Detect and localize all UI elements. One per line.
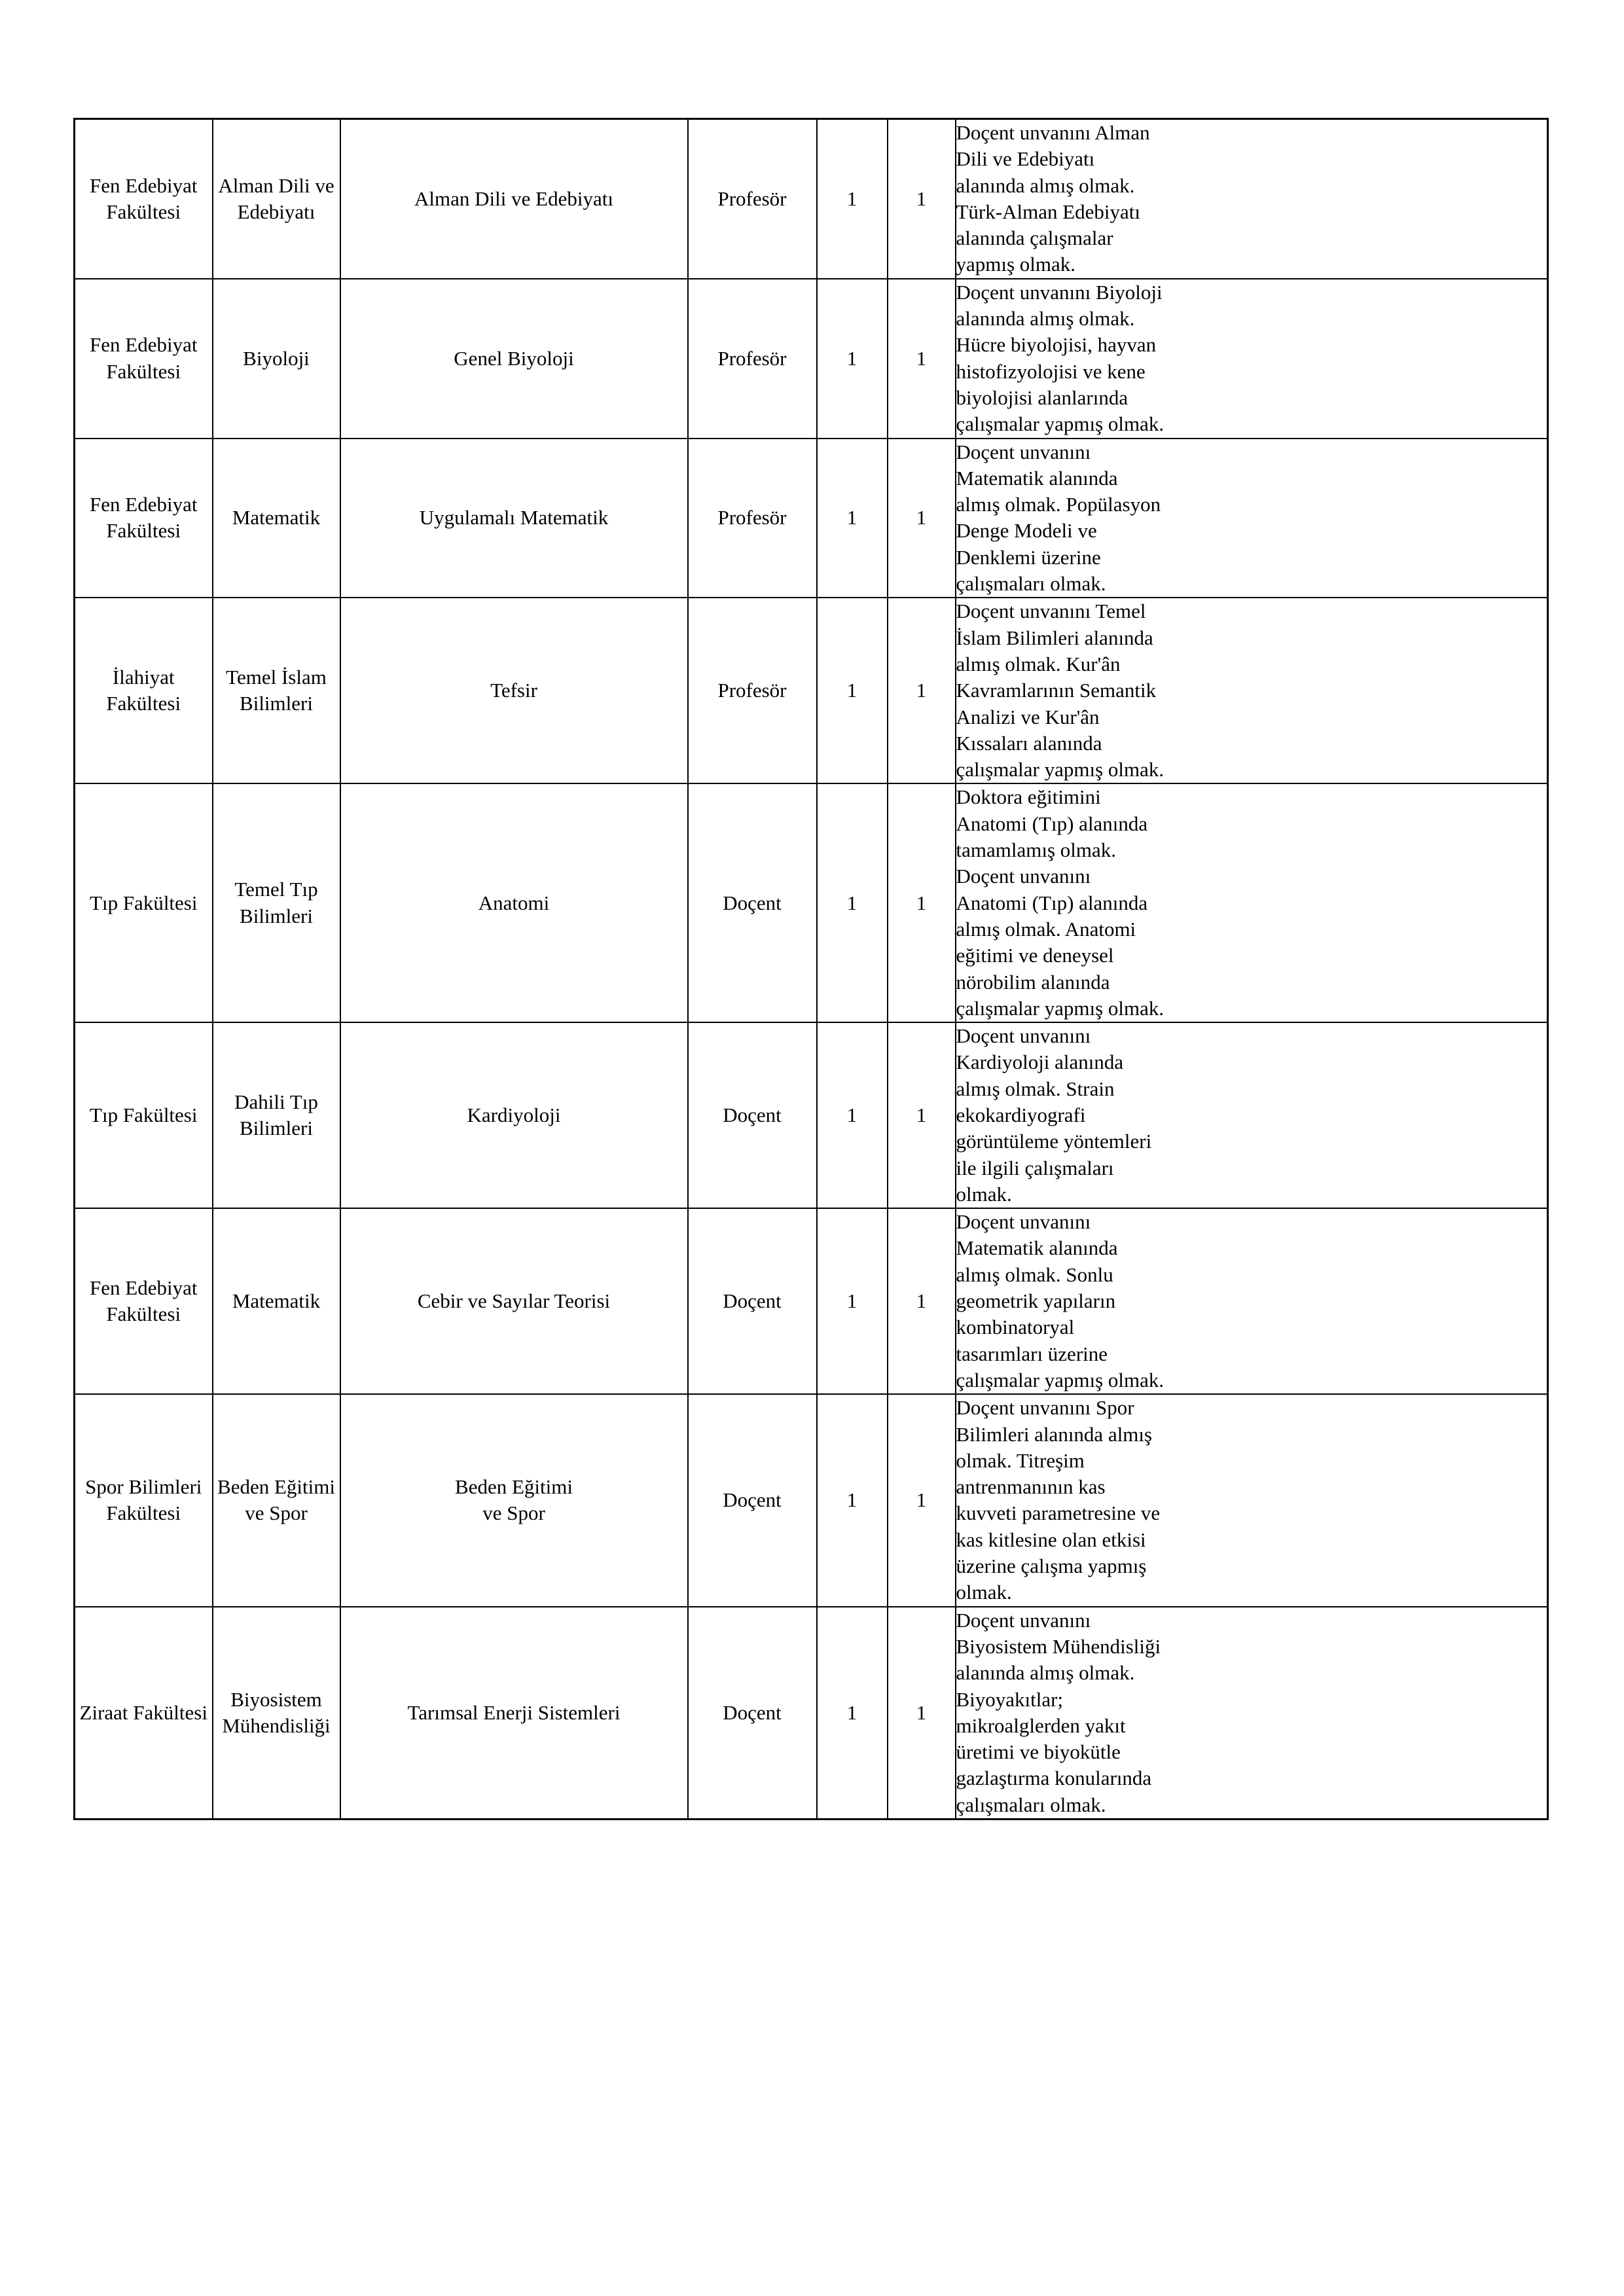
cell-bolum-line: Biyosistem xyxy=(230,1687,322,1711)
cell-anabilim-dali-line: ve Spor xyxy=(482,1501,545,1525)
cell-unvan-line: Profesör xyxy=(717,187,787,210)
cell-bolum-line: Biyoloji xyxy=(243,346,310,370)
cell-aciklama-line: Matematik alanında xyxy=(956,466,1118,490)
cell-aciklama-line: Kıssaları alanında xyxy=(956,731,1102,755)
cell-bolum xyxy=(213,1208,340,1394)
cell-fakulte xyxy=(75,1394,213,1606)
cell-aciklama-line: Doçent unvanını xyxy=(956,1210,1091,1234)
cell-aciklama-line: Bilimleri alanında almış xyxy=(956,1422,1153,1446)
cell-derece-line: 1 xyxy=(846,1700,857,1724)
cell-bolum-line: Temel Tıp xyxy=(234,878,318,901)
table-row xyxy=(75,439,1548,598)
cell-aciklama-line: Doçent unvanını xyxy=(956,865,1091,888)
table-row xyxy=(75,598,1548,783)
cell-aciklama-line: geometrik yapıların xyxy=(956,1289,1116,1313)
cell-aciklama xyxy=(956,1022,1548,1208)
cell-aciklama-line: üzerine çalışma yapmış xyxy=(956,1554,1147,1578)
cell-aciklama-line: alanında almış olmak. xyxy=(956,1661,1135,1685)
cell-fakulte-line: Fakültesi xyxy=(106,692,181,715)
cell-anabilim-dali xyxy=(340,783,688,1022)
cell-unvan xyxy=(688,119,817,279)
cell-unvan xyxy=(688,783,817,1022)
cell-unvan-line: Doçent xyxy=(723,1289,782,1313)
cell-bolum-line: Dahili Tıp xyxy=(234,1090,318,1113)
cell-aciklama-line: Doçent unvanını Spor xyxy=(956,1396,1134,1420)
cell-aciklama-line: kuvveti parametresine ve xyxy=(956,1501,1161,1525)
cell-bolum-line: Edebiyatı xyxy=(237,200,316,223)
cell-aciklama-line: almış olmak. Anatomi xyxy=(956,917,1136,941)
cell-aciklama-line: kas kitlesine olan etkisi xyxy=(956,1528,1146,1551)
cell-anabilim-dali-line: Anatomi xyxy=(478,891,550,914)
cell-aciklama-line: tamamlamış olmak. xyxy=(956,838,1117,862)
cell-anabilim-dali-line: Uygulamalı Matematik xyxy=(419,506,609,529)
cell-bolum-line: Bilimleri xyxy=(240,1117,313,1140)
cell-fakulte xyxy=(75,1607,213,1820)
cell-aciklama-line: Doçent unvanını Alman xyxy=(956,121,1150,144)
cell-fakulte-line: Tıp Fakültesi xyxy=(90,1103,198,1126)
cell-fakulte-line: Ziraat Fakültesi xyxy=(79,1700,208,1724)
cell-derece-line: 1 xyxy=(846,891,857,914)
cell-anabilim-dali-line: Tefsir xyxy=(490,679,537,702)
cell-derece xyxy=(817,1208,888,1394)
cell-aciklama-line: yapmış olmak. xyxy=(956,253,1076,276)
cell-aciklama-line: Türk-Alman Edebiyatı xyxy=(956,200,1140,223)
cell-aciklama-line: Denklemi üzerine xyxy=(956,545,1101,569)
cell-aciklama xyxy=(956,1607,1548,1820)
cell-aciklama-line: Doçent unvanını Biyoloji xyxy=(956,280,1163,304)
cell-fakulte xyxy=(75,279,213,439)
cell-aciklama-line: Doçent unvanını xyxy=(956,1024,1091,1048)
cell-aciklama xyxy=(956,1208,1548,1394)
cell-aciklama-line: İslam Bilimleri alanında xyxy=(956,626,1153,649)
cell-fakulte-line: Fakültesi xyxy=(106,1501,181,1525)
cell-aciklama-line: Doçent unvanını xyxy=(956,1608,1091,1632)
cell-bolum xyxy=(213,1394,340,1606)
cell-derece-line: 1 xyxy=(846,679,857,702)
cell-fakulte xyxy=(75,783,213,1022)
cell-aciklama-line: olmak. xyxy=(956,1581,1012,1604)
cell-bolum-line: Bilimleri xyxy=(240,904,313,927)
cell-anabilim-dali xyxy=(340,439,688,598)
cell-derece xyxy=(817,783,888,1022)
cell-fakulte-line: Fen Edebiyat xyxy=(90,173,198,197)
cell-derece xyxy=(817,598,888,783)
cell-aciklama-line: Doçent unvanını Temel xyxy=(956,600,1146,623)
cell-fakulte-line: Spor Bilimleri xyxy=(85,1475,202,1499)
table-row xyxy=(75,279,1548,439)
cell-bolum xyxy=(213,439,340,598)
cell-adet xyxy=(888,783,956,1022)
cell-bolum-line: Matematik xyxy=(232,506,321,529)
cell-unvan xyxy=(688,279,817,439)
cell-unvan-line: Profesör xyxy=(717,506,787,529)
cell-aciklama-line: mikroalglerden yakıt xyxy=(956,1713,1126,1737)
cell-derece xyxy=(817,1022,888,1208)
cell-derece-line: 1 xyxy=(846,1488,857,1512)
cell-aciklama xyxy=(956,119,1548,279)
cell-aciklama-line: kombinatoryal xyxy=(956,1316,1075,1339)
cell-aciklama-line: almış olmak. Kur'ân xyxy=(956,652,1121,675)
cell-derece-line: 1 xyxy=(846,506,857,529)
cell-adet-line: 1 xyxy=(916,506,927,529)
cell-unvan-line: Doçent xyxy=(723,1488,782,1512)
cell-derece xyxy=(817,439,888,598)
cell-anabilim-dali-line: Tarımsal Enerji Sistemleri xyxy=(407,1700,621,1724)
cell-adet xyxy=(888,119,956,279)
cell-derece xyxy=(817,119,888,279)
cell-bolum-line: Bilimleri xyxy=(240,692,313,715)
cell-aciklama-line: Hücre biyolojisi, hayvan xyxy=(956,333,1157,357)
cell-aciklama-line: alanında almış olmak. xyxy=(956,307,1135,331)
cell-derece-line: 1 xyxy=(846,1289,857,1313)
table-row xyxy=(75,783,1548,1022)
cell-aciklama-line: alanında çalışmalar xyxy=(956,226,1113,250)
cell-unvan-line: Doçent xyxy=(723,891,782,914)
table-row xyxy=(75,1394,1548,1606)
cell-bolum xyxy=(213,1607,340,1820)
cell-adet xyxy=(888,598,956,783)
cell-anabilim-dali xyxy=(340,279,688,439)
cell-unvan-line: Doçent xyxy=(723,1103,782,1126)
table-row xyxy=(75,1607,1548,1820)
cell-fakulte xyxy=(75,119,213,279)
cell-aciklama-line: Biyosistem Mühendisliği xyxy=(956,1634,1161,1658)
cell-unvan xyxy=(688,598,817,783)
cell-bolum-line: Matematik xyxy=(232,1289,321,1313)
cell-derece xyxy=(817,1607,888,1820)
cell-unvan xyxy=(688,1208,817,1394)
cell-bolum-line: Alman Dili ve xyxy=(218,173,334,197)
cell-anabilim-dali-line: Beden Eğitimi xyxy=(455,1475,573,1499)
cell-aciklama-line: Doktora eğitimini xyxy=(956,785,1101,809)
cell-aciklama-line: Anatomi (Tıp) alanında xyxy=(956,891,1148,914)
cell-fakulte xyxy=(75,598,213,783)
cell-aciklama-line: ekokardiyografi xyxy=(956,1103,1086,1126)
cell-aciklama-line: çalışmaları olmak. xyxy=(956,572,1106,596)
cell-fakulte-line: Tıp Fakültesi xyxy=(90,891,198,914)
cell-aciklama-line: nörobilim alanında xyxy=(956,970,1110,994)
cell-derece-line: 1 xyxy=(846,187,857,210)
cell-aciklama xyxy=(956,279,1548,439)
cell-aciklama-line: olmak. Titreşim xyxy=(956,1448,1085,1472)
cell-anabilim-dali xyxy=(340,1022,688,1208)
cell-aciklama-line: çalışmalar yapmış olmak. xyxy=(956,1368,1164,1391)
cell-adet xyxy=(888,1607,956,1820)
cell-bolum xyxy=(213,598,340,783)
cell-adet-line: 1 xyxy=(916,1289,927,1313)
cell-aciklama-line: biyolojisi alanlarında xyxy=(956,386,1128,409)
cell-aciklama-line: Biyoyakıtlar; xyxy=(956,1687,1064,1711)
cell-bolum-line: Temel İslam xyxy=(226,666,327,689)
cell-adet-line: 1 xyxy=(916,891,927,914)
cell-aciklama-line: olmak. xyxy=(956,1182,1012,1206)
cell-aciklama-line: çalışmalar yapmış olmak. xyxy=(956,996,1164,1020)
cell-aciklama-line: histofizyolojisi ve kene xyxy=(956,359,1146,383)
cell-adet xyxy=(888,1208,956,1394)
cell-aciklama-line: gazlaştırma konularında xyxy=(956,1767,1152,1790)
cell-aciklama-line: Kavramlarının Semantik xyxy=(956,679,1157,702)
cell-aciklama xyxy=(956,439,1548,598)
cell-aciklama-line: alanında almış olmak. xyxy=(956,173,1135,197)
cell-adet-line: 1 xyxy=(916,346,927,370)
cell-aciklama-line: Kardiyoloji alanında xyxy=(956,1050,1124,1074)
cell-derece xyxy=(817,1394,888,1606)
cell-aciklama-line: Anatomi (Tıp) alanında xyxy=(956,812,1148,835)
cell-aciklama-line: almış olmak. Strain xyxy=(956,1077,1115,1100)
cell-adet-line: 1 xyxy=(916,679,927,702)
cell-aciklama-line: Dili ve Edebiyatı xyxy=(956,147,1095,171)
cell-adet xyxy=(888,1022,956,1208)
cell-bolum xyxy=(213,119,340,279)
cell-unvan-line: Profesör xyxy=(717,679,787,702)
cell-unvan-line: Doçent xyxy=(723,1700,782,1724)
cell-bolum-line: ve Spor xyxy=(245,1501,308,1525)
cell-anabilim-dali xyxy=(340,1607,688,1820)
cell-fakulte xyxy=(75,439,213,598)
cell-fakulte-line: Fen Edebiyat xyxy=(90,1276,198,1299)
cell-aciklama-line: çalışmalar yapmış olmak. xyxy=(956,412,1164,436)
cell-fakulte xyxy=(75,1022,213,1208)
cell-aciklama-line: tasarımları üzerine xyxy=(956,1342,1108,1365)
cell-anabilim-dali xyxy=(340,1208,688,1394)
cell-aciklama-line: Matematik alanında xyxy=(956,1236,1118,1260)
cell-fakulte-line: Fen Edebiyat xyxy=(90,333,198,357)
cell-adet xyxy=(888,1394,956,1606)
cell-aciklama-line: Analizi ve Kur'ân xyxy=(956,705,1100,728)
cell-aciklama-line: Denge Modeli ve xyxy=(956,519,1097,543)
cell-adet-line: 1 xyxy=(916,1700,927,1724)
cell-bolum-line: Mühendisliği xyxy=(222,1713,331,1737)
cell-fakulte-line: Fakültesi xyxy=(106,1302,181,1326)
cell-fakulte-line: İlahiyat xyxy=(112,666,175,689)
cell-unvan-line: Profesör xyxy=(717,346,787,370)
cell-aciklama-line: çalışmalar yapmış olmak. xyxy=(956,758,1164,781)
cell-fakulte-line: Fakültesi xyxy=(106,519,181,543)
cell-aciklama-line: almış olmak. Popülasyon xyxy=(956,493,1161,516)
cell-fakulte-line: Fakültesi xyxy=(106,359,181,383)
cell-derece-line: 1 xyxy=(846,1103,857,1126)
cell-aciklama-line: üretimi ve biyokütle xyxy=(956,1740,1121,1764)
cell-aciklama xyxy=(956,598,1548,783)
cell-anabilim-dali xyxy=(340,1394,688,1606)
cell-adet-line: 1 xyxy=(916,187,927,210)
cell-derece xyxy=(817,279,888,439)
akademik-kadro-table xyxy=(73,118,1549,1820)
cell-bolum xyxy=(213,1022,340,1208)
cell-adet-line: 1 xyxy=(916,1103,927,1126)
cell-anabilim-dali-line: Cebir ve Sayılar Teorisi xyxy=(417,1289,611,1313)
cell-unvan xyxy=(688,1607,817,1820)
cell-bolum xyxy=(213,783,340,1022)
cell-aciklama xyxy=(956,1394,1548,1606)
cell-unvan xyxy=(688,439,817,598)
cell-adet xyxy=(888,439,956,598)
cell-bolum-line: Beden Eğitimi xyxy=(217,1475,335,1499)
cell-fakulte-line: Fen Edebiyat xyxy=(90,493,198,516)
cell-anabilim-dali xyxy=(340,598,688,783)
cell-anabilim-dali-line: Kardiyoloji xyxy=(467,1103,561,1126)
table-row xyxy=(75,1208,1548,1394)
cell-fakulte-line: Fakültesi xyxy=(106,200,181,223)
cell-aciklama xyxy=(956,783,1548,1022)
cell-adet xyxy=(888,279,956,439)
table-row xyxy=(75,119,1548,279)
cell-unvan xyxy=(688,1022,817,1208)
cell-aciklama-line: ile ilgili çalışmaları xyxy=(956,1156,1114,1179)
cell-aciklama-line: eğitimi ve deneysel xyxy=(956,944,1114,967)
cell-aciklama-line: görüntüleme yöntemleri xyxy=(956,1130,1152,1153)
cell-fakulte xyxy=(75,1208,213,1394)
cell-aciklama-line: almış olmak. Sonlu xyxy=(956,1263,1113,1286)
cell-adet-line: 1 xyxy=(916,1488,927,1512)
cell-aciklama-line: Doçent unvanını xyxy=(956,440,1091,463)
cell-derece-line: 1 xyxy=(846,346,857,370)
cell-aciklama-line: antrenmanının kas xyxy=(956,1475,1106,1499)
cell-anabilim-dali-line: Genel Biyoloji xyxy=(454,346,574,370)
table-row xyxy=(75,1022,1548,1208)
cell-aciklama-line: çalışmaları olmak. xyxy=(956,1793,1106,1816)
cell-anabilim-dali xyxy=(340,119,688,279)
cell-bolum xyxy=(213,279,340,439)
cell-anabilim-dali-line: Alman Dili ve Edebiyatı xyxy=(414,187,613,210)
table-body xyxy=(75,119,1548,1820)
cell-unvan xyxy=(688,1394,817,1606)
